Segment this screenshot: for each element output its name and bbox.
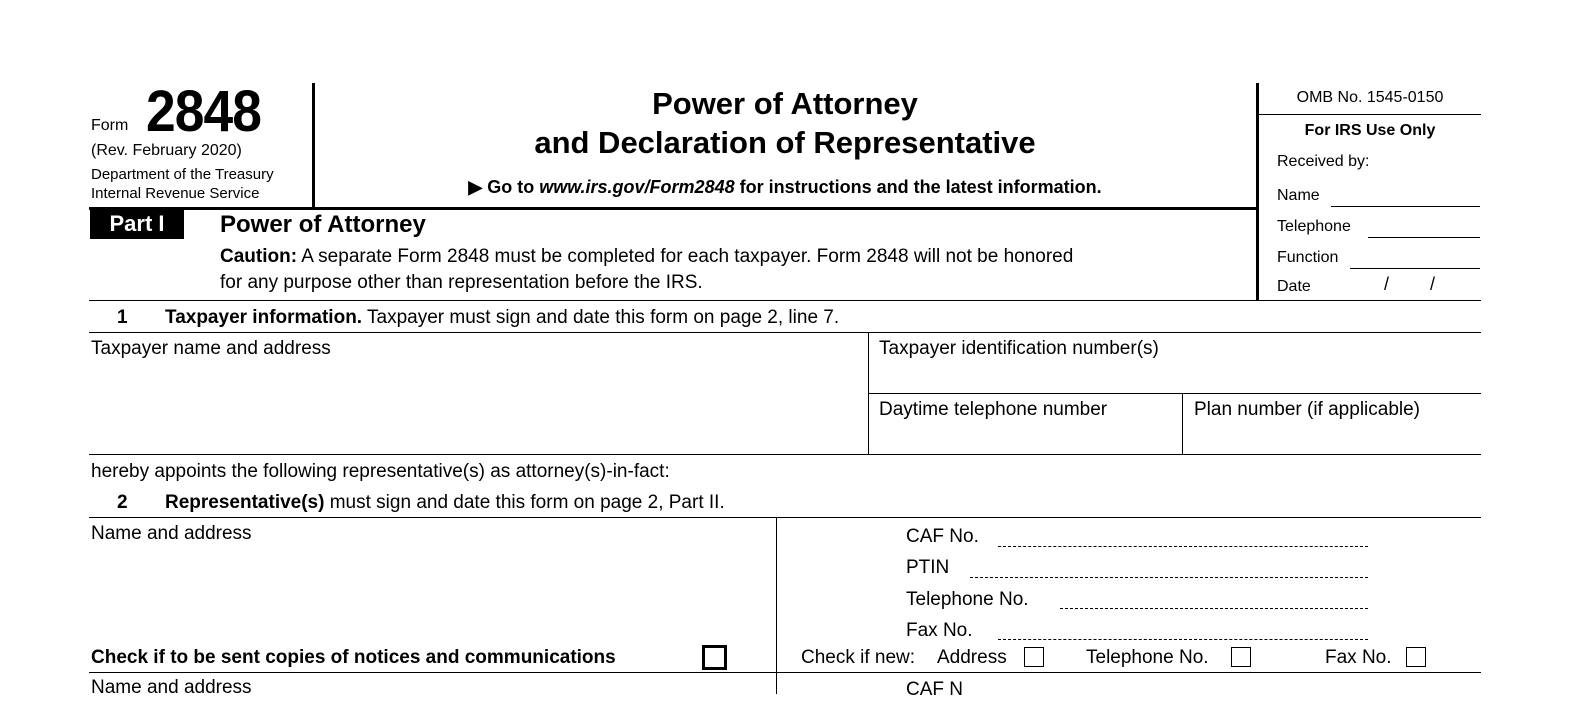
caf-field[interactable] (998, 546, 1368, 547)
form-label: Form (91, 117, 129, 134)
caf-label: CAF No. (906, 526, 979, 547)
daytime-phone-label: Daytime telephone number (879, 399, 1108, 420)
irs-date-label: Date (1277, 278, 1311, 295)
instructions-link[interactable]: www.irs.gov/Form2848 (539, 177, 735, 197)
daytime-phone-field[interactable] (869, 394, 1182, 454)
goto-suffix: for instructions and the latest information. (734, 177, 1102, 197)
caution-text (220, 246, 1073, 268)
line-number: 1 (117, 307, 128, 328)
received-by-label: Received by: (1277, 153, 1370, 170)
irs-use-only-heading: For IRS Use Only (1304, 122, 1436, 139)
new-fax-label: Fax No. (1325, 647, 1392, 668)
ptin-field[interactable] (970, 577, 1368, 578)
caution-line1: A separate Form 2848 must be completed for each taxpayer. Form 2848 will not be honored (297, 246, 1074, 267)
line1-heading (165, 307, 839, 329)
form-number: 2848 (146, 79, 262, 144)
part-badge: Part I (90, 210, 184, 239)
line2-instruction: must sign and date this form on page 2, Part II. (324, 492, 725, 513)
line2-heading (165, 492, 725, 514)
irs-date-field[interactable] (1300, 278, 1480, 298)
copies-checkbox[interactable] (702, 645, 727, 670)
new-fax-checkbox[interactable] (1406, 647, 1426, 667)
representative-name-address-field[interactable] (89, 518, 775, 643)
department-line: Department of the Treasury (91, 166, 274, 183)
plan-number-label: Plan number (if applicable) (1194, 399, 1421, 420)
copies-check-label: Check if to be sent copies of notices and communications (91, 647, 616, 668)
goto-prefix: ▶ Go to (468, 177, 540, 197)
part-title: Power of Attorney (220, 211, 426, 238)
caution-label: Caution: (220, 246, 298, 267)
new-telephone-checkbox[interactable] (1231, 647, 1251, 667)
fax-field[interactable] (998, 639, 1368, 640)
form-title-line2: and Declaration of Representative (534, 125, 1036, 160)
form-revision: (Rev. February 2020) (91, 142, 242, 159)
new-address-checkbox[interactable] (1024, 647, 1044, 667)
irs-telephone-label: Telephone (1277, 218, 1351, 235)
new-telephone-label: Telephone No. (1086, 647, 1209, 668)
plan-number-field[interactable] (1183, 394, 1481, 454)
form-title-line1: Power of Attorney (652, 86, 918, 121)
omb-number: OMB No. 1545-0150 (1296, 89, 1444, 106)
irs-telephone-field[interactable] (1368, 237, 1480, 238)
date-separator: / (1430, 274, 1436, 294)
irs-function-label: Function (1277, 249, 1339, 266)
caution-line2: for any purpose other than representation before the IRS. (220, 272, 703, 293)
instructions-line (315, 177, 1255, 198)
ptin-label: PTIN (906, 557, 950, 578)
line-number: 2 (117, 492, 128, 513)
fax-label: Fax No. (906, 620, 973, 641)
irs-function-field[interactable] (1350, 268, 1480, 269)
agency-line: Internal Revenue Service (91, 185, 260, 202)
line1-instruction: Taxpayer must sign and date this form on page 2, line 7. (362, 307, 840, 328)
taxpayer-name-address-field[interactable] (89, 333, 868, 454)
new-address-label: Address (937, 647, 1007, 668)
taxpayer-tin-label: Taxpayer identification number(s) (879, 338, 1159, 359)
date-separator: / (1384, 274, 1390, 294)
irs-name-field[interactable] (1331, 206, 1480, 207)
appoints-statement: hereby appoints the following representative(s) as attorney(s)-in-fact: (91, 461, 670, 482)
telephone-field[interactable] (1060, 608, 1368, 609)
irs-name-label: Name (1277, 187, 1320, 204)
check-new-label: Check if new: (801, 647, 916, 668)
line1-title: Taxpayer information. (165, 307, 363, 328)
telephone-label: Telephone No. (906, 589, 1029, 610)
taxpayer-name-address-label: Taxpayer name and address (91, 338, 331, 359)
line2-title: Representative(s) (165, 492, 325, 513)
representative-name-address-label: Name and address (91, 523, 252, 544)
next-representative-name-address-label: Name and address (91, 677, 252, 698)
next-caf-label: CAF N (906, 679, 963, 700)
taxpayer-tin-field[interactable] (869, 333, 1481, 393)
